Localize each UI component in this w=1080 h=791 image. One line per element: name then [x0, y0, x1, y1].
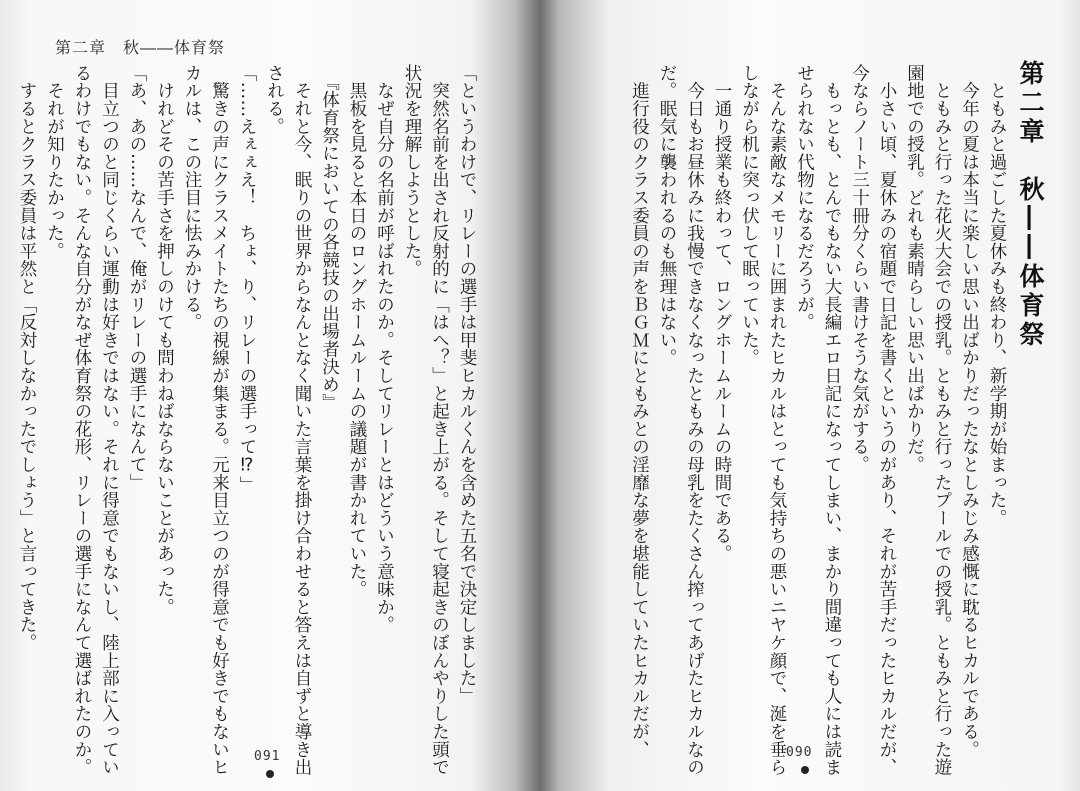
text-line: ともみと過ごした夏休みも終わり、新学期が始まった。 — [987, 64, 1007, 527]
text-line: 今年の夏は本当に楽しい思い出ばかりだったなとしみじみ感慨に耽るヒカルである。 — [959, 64, 980, 759]
text-line: るわけでもない。そんな自分がなぜ体育祭の花形、リレーの選手になんて選ばれたのか。 — [72, 64, 92, 776]
text-line: 一通り授業も終わって、ロングホームルームの時間である。 — [712, 64, 732, 563]
text-line: そんな素敵なメモリーに囲まれたヒカルはとっても気持ちの悪いニヤケ顔で、涎を垂ら — [767, 64, 787, 776]
text-line: 『体育祭においての各競技の出場者決め』 — [319, 64, 340, 412]
text-line: ともみと行った花火大会での授乳。ともみと行ったプールでの授乳。ともみと行った遊 — [932, 64, 952, 776]
page-number-dot-icon — [801, 766, 809, 774]
running-head: 第二章 秋――体育祭 — [55, 38, 226, 57]
text-line: しながら机に突っ伏して眠っていた。 — [739, 64, 760, 367]
text-line: 「というわけで、リレーの選手は甲斐ヒカルくんを含めた五名で決定しました」 — [457, 64, 477, 705]
text-line: なぜ自分の名前が呼ばれたのか。そしてリレーとはどういう意味か。 — [374, 64, 395, 634]
text-line: 進行役のクラス委員の声をＢＧＭにともみとの淫靡な夢を堪能していたヒカルだが、 — [629, 64, 650, 759]
right-page — [540, 0, 1080, 791]
text-line: 突然名前を出され反射的に「はへ？」と起き上がる。そして寝起きのぼんやりした頭で — [429, 64, 450, 776]
text-line: だ。眠気に襲われるのも無理はない。 — [657, 64, 677, 367]
chapter-title: 第二章 秋――体育祭 — [1016, 60, 1045, 350]
text-line: けれどその苦手さを押しのけても問わねばならないことがあった。 — [154, 64, 175, 616]
text-line: 黒板を見ると本日のロングホームルームの議題が書かれていた。 — [347, 64, 367, 598]
text-line: 今日もお昼休みに我慢できなくなったともみの母乳をたくさん搾ってあげたヒカルなの — [684, 64, 705, 776]
text-line: それと今、眠りの世界からなんとなく聞いた言葉を掛け合わせると答えは自ずと導き出 — [292, 64, 312, 776]
text-line: カルは、この注目に怯みかける。 — [182, 64, 202, 331]
text-line: 今ならノート三十冊分くらい書けそうな気がする。 — [849, 64, 870, 474]
page-number-dot-icon — [266, 770, 274, 778]
page-number: 090 — [786, 745, 813, 760]
text-line: 驚きの声にクラスメイトたちの視線が集まる。元来目立つのが得意でも好きでもないヒ — [209, 64, 230, 776]
text-line: もっとも、とんでもない大長編エロ日記になってしまい、まかり間違っても人には読ま — [822, 64, 842, 776]
text-line: 「……えぇぇえ！ ちょ、り、リレーの選手って⁉」 — [237, 64, 257, 494]
text-line: 状況を理解しようとした。 — [402, 64, 422, 278]
text-line: される。 — [264, 64, 285, 136]
text-line: せられない代物になるだろうが。 — [794, 64, 815, 331]
text-line: 園地での授乳。どれも素晴らしい思い出ばかりだ。 — [904, 64, 925, 474]
text-line: するとクラス委員は平然と「反対しなかったでしょう」と言ってきた。 — [17, 64, 37, 652]
text-line: 「あ、あの……なんで、俺がリレーの選手になんて」 — [127, 64, 147, 492]
text-line: それが知りたかった。 — [44, 64, 65, 260]
page-number: 091 — [254, 749, 281, 764]
text-line: 小さい頃、夏休みの宿題で日記を書くというのがあり、それが苦手だったヒカルだが、 — [877, 64, 897, 776]
text-line: 目立つのと同じくらい運動は好きではない。それに得意でもないし、陸上部に入ってい — [99, 64, 120, 776]
